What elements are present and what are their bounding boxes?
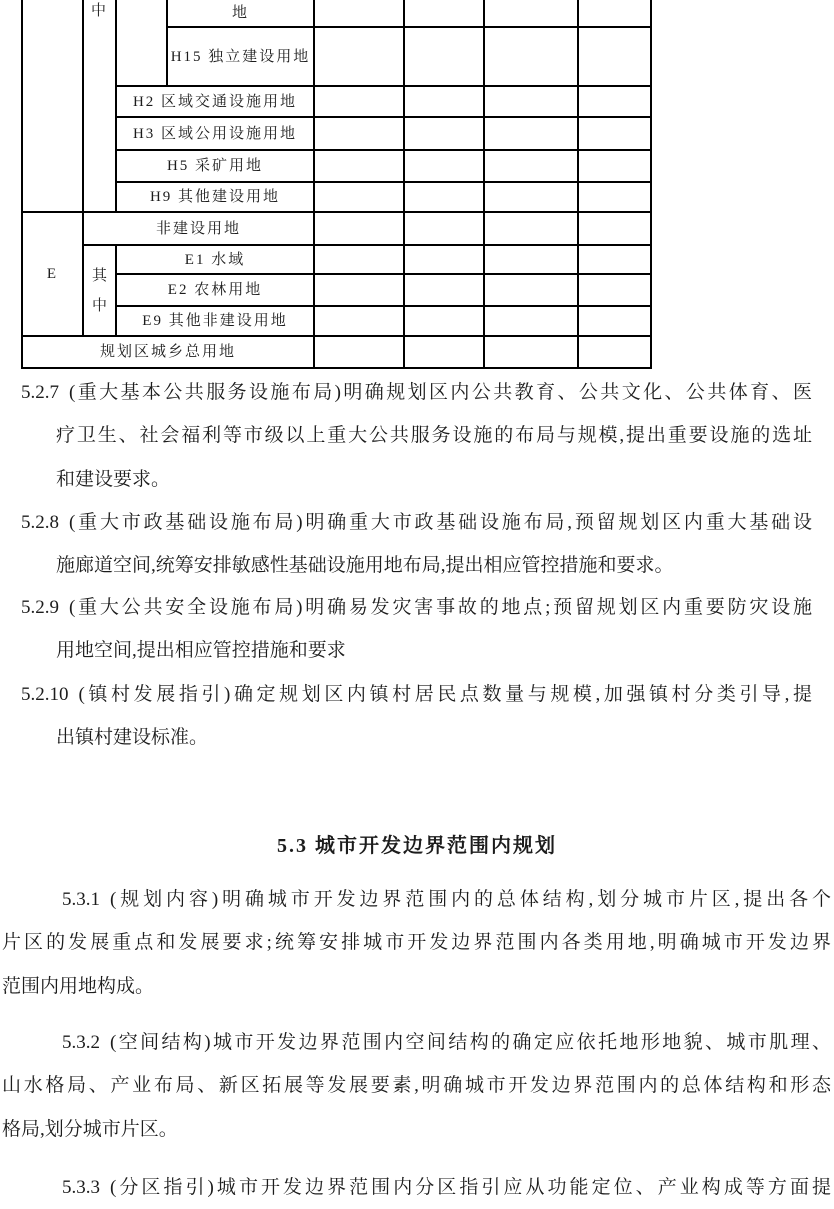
- clause-5-2-8: [21, 501, 812, 588]
- empty-data-cell: [314, 212, 404, 245]
- clause-text: (重大基本公共服务设施布局)明确规划区内公共教育、公共文化、公共体育、医: [69, 382, 812, 403]
- empty-data-cell: [314, 150, 404, 182]
- empty-data-cell: [484, 182, 578, 212]
- empty-data-cell: [578, 0, 651, 27]
- empty-data-cell: [404, 212, 484, 245]
- empty-data-cell: [578, 86, 651, 117]
- empty-data-cell: [314, 86, 404, 117]
- clause-number: 5.3.1: [62, 889, 100, 910]
- empty-data-cell: [404, 86, 484, 117]
- cell-h2: H2 区域交通设施用地: [116, 86, 314, 117]
- empty-data-cell: [484, 336, 578, 368]
- text-line: 山水格局、产业布局、新区拓展等发展要素,明确城市开发边界范围内的总体结构和形态: [2, 1075, 831, 1097]
- empty-data-cell: [314, 306, 404, 336]
- cell-h15: H15 独立建设用地: [167, 27, 314, 86]
- empty-data-cell: [578, 27, 651, 86]
- cell-total-row: 规划区城乡总用地: [22, 336, 314, 368]
- text-line: [2, 1021, 831, 1064]
- text-line: [2, 878, 831, 921]
- text-line: 和建设要求。: [56, 468, 171, 490]
- cell-subgroup-cutoff: [116, 0, 167, 86]
- empty-data-cell: [404, 0, 484, 27]
- cell-h9: H9 其他建设用地: [116, 182, 314, 212]
- text-line: [2, 1166, 831, 1209]
- empty-data-cell: [484, 27, 578, 86]
- text-line: [21, 501, 812, 544]
- section-heading-5-3: 5.3 城市开发边界范围内规划: [277, 835, 557, 857]
- empty-data-cell: [578, 274, 651, 306]
- cell-partial-row-label: 地: [167, 0, 314, 27]
- clause-text: (分区指引)城市开发边界范围内分区指引应从功能定位、产业构成等方面提: [110, 1177, 831, 1198]
- clause-5-2-7: [21, 371, 812, 501]
- cell-e-code: E: [22, 212, 83, 336]
- clause-number: 5.2.10: [21, 684, 69, 705]
- empty-data-cell: [314, 0, 404, 27]
- empty-data-cell: [578, 306, 651, 336]
- text-line: [21, 586, 812, 629]
- empty-data-cell: [404, 27, 484, 86]
- clause-number: 5.3.2: [62, 1032, 100, 1053]
- empty-data-cell: [404, 245, 484, 274]
- text-line: 出镇村建设标准。: [56, 727, 209, 749]
- cell-e1: E1 水域: [116, 245, 314, 274]
- empty-data-cell: [404, 336, 484, 368]
- clause-text: (重大公共安全设施布局)明确易发灾害事故的地点;预留规划区内重要防灾设施: [69, 597, 812, 618]
- text-line: 疗卫生、社会福利等市级以上重大公共服务设施的布局与规模,提出重要设施的选址: [56, 425, 812, 447]
- empty-data-cell: [484, 86, 578, 117]
- cell-e2: E2 农林用地: [116, 274, 314, 306]
- cell-nonconstruction-header: 非建设用地: [83, 212, 314, 245]
- empty-data-cell: [484, 245, 578, 274]
- clause-5-2-10: [21, 673, 812, 760]
- clause-text: (镇村发展指引)确定规划区内镇村居民点数量与规模,加强镇村分类引导,提: [78, 684, 812, 705]
- empty-data-cell: [484, 0, 578, 27]
- empty-data-cell: [578, 182, 651, 212]
- text-line: 格局,划分城市片区。: [2, 1118, 178, 1140]
- cell-h5: H5 采矿用地: [116, 150, 314, 182]
- empty-data-cell: [578, 212, 651, 245]
- text-line: 片区的发展重点和发展要求;统筹安排城市开发边界范围内各类用地,明确城市开发边界: [2, 932, 831, 954]
- clause-5-3-3: [2, 1166, 831, 1209]
- empty-data-cell: [314, 336, 404, 368]
- cell-e9: E9 其他非建设用地: [116, 306, 314, 336]
- clause-5-2-9: [21, 586, 812, 673]
- empty-data-cell: [484, 117, 578, 150]
- clause-text: (空间结构)城市开发边界范围内空间结构的确定应依托地形地貌、城市肌理、: [110, 1032, 831, 1053]
- empty-data-cell: [578, 117, 651, 150]
- landuse-classification-table: [21, 0, 652, 369]
- text-line: 施廊道空间,统筹安排敏感性基础设施用地布局,提出相应管控措施和要求。: [56, 555, 674, 577]
- empty-data-cell: [578, 245, 651, 274]
- clause-text: (规划内容)明确城市开发边界范围内的总体结构,划分城市片区,提出各个: [110, 889, 831, 910]
- cell-h-code-cutoff: [22, 0, 83, 212]
- empty-data-cell: [484, 150, 578, 182]
- empty-data-cell: [484, 212, 578, 245]
- empty-data-cell: [404, 117, 484, 150]
- text-line: [21, 371, 812, 414]
- cell-group-label-cutoff: 中: [83, 0, 116, 212]
- clause-5-3-1: [2, 878, 831, 1008]
- empty-data-cell: [404, 274, 484, 306]
- clause-number: 5.2.7: [21, 382, 59, 403]
- empty-data-cell: [314, 274, 404, 306]
- cell-e-group-label: 其中: [83, 245, 116, 336]
- empty-data-cell: [314, 27, 404, 86]
- empty-data-cell: [484, 306, 578, 336]
- text-line: [21, 673, 812, 716]
- text-line: 范围内用地构成。: [2, 975, 155, 997]
- clause-number: 5.2.8: [21, 512, 59, 533]
- empty-data-cell: [578, 336, 651, 368]
- empty-data-cell: [404, 182, 484, 212]
- empty-data-cell: [314, 117, 404, 150]
- empty-data-cell: [484, 274, 578, 306]
- empty-data-cell: [404, 150, 484, 182]
- clause-text: (重大市政基础设施布局)明确重大市政基础设施布局,预留规划区内重大基础设: [69, 512, 812, 533]
- empty-data-cell: [314, 245, 404, 274]
- clause-number: 5.2.9: [21, 597, 59, 618]
- clause-number: 5.3.3: [62, 1177, 100, 1198]
- cell-h3: H3 区域公用设施用地: [116, 117, 314, 150]
- empty-data-cell: [578, 150, 651, 182]
- empty-data-cell: [314, 182, 404, 212]
- empty-data-cell: [404, 306, 484, 336]
- text-line: 用地空间,提出相应管控措施和要求: [56, 640, 346, 662]
- clause-5-3-2: [2, 1021, 831, 1151]
